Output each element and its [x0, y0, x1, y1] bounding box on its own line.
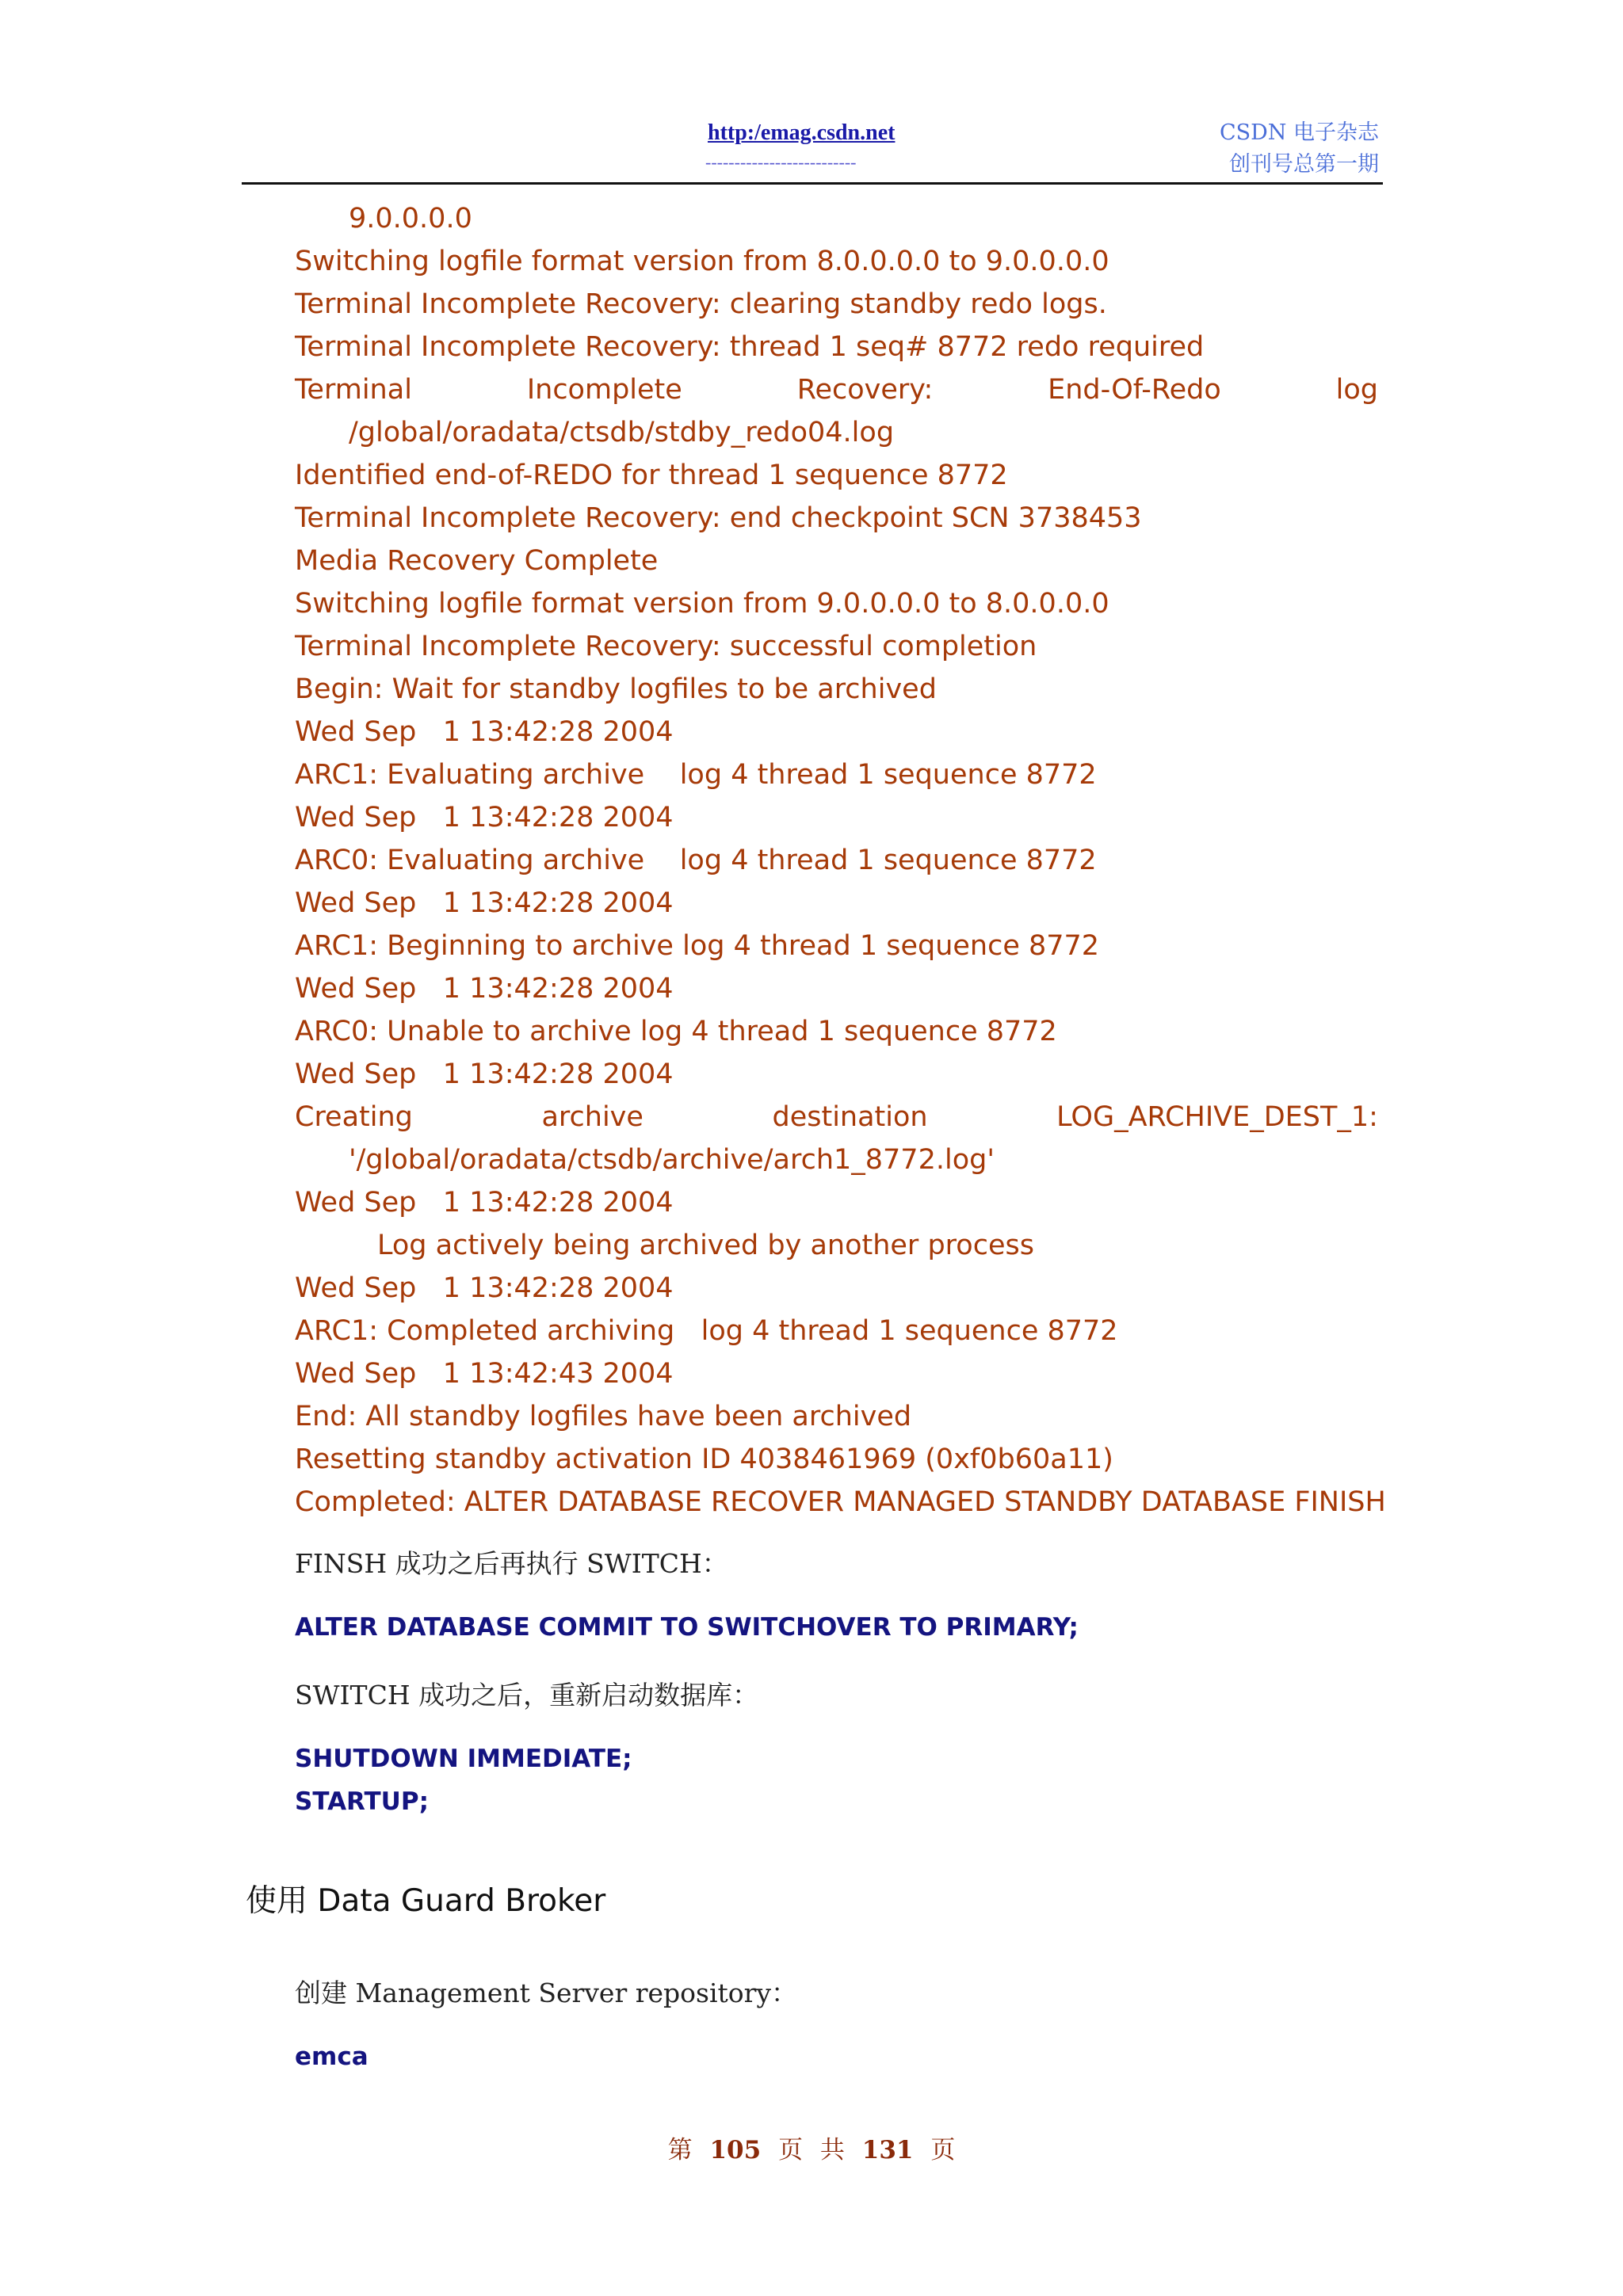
log-line: Terminal Incomplete Recovery: thread 1 seq# 8772 redo required: [295, 331, 1205, 363]
footer-suffix: 页: [930, 2136, 956, 2164]
header-link[interactable]: http:/emag.csdn.net: [708, 120, 896, 145]
startup-command: STARTUP;: [295, 1787, 429, 1816]
log-word: Incomplete: [526, 374, 682, 406]
log-word: End-Of-Redo: [1048, 374, 1221, 406]
log-line: Media Recovery Complete: [295, 545, 659, 577]
log-line: /global/oradata/ctsdb/stdby_redo04.log: [349, 417, 895, 448]
log-line: Terminal Incomplete Recovery: clearing standby redo logs.: [295, 288, 1107, 320]
log-line-justified: [295, 1101, 1378, 1133]
switch-note: SWITCH 成功之后，重新启动数据库：: [295, 1680, 759, 1711]
log-timestamp: Wed Sep 1 13:42:28 2004: [295, 887, 674, 919]
header-rule: [242, 182, 1383, 185]
log-line: Begin: Wait for standby logfiles to be archived: [295, 673, 937, 705]
log-word: destination: [772, 1101, 928, 1133]
log-timestamp: Wed Sep 1 13:42:28 2004: [295, 802, 674, 833]
log-line: Completed: ALTER DATABASE RECOVER MANAGED STANDBY DATABASE FINISH: [295, 1486, 1386, 1518]
repository-note: 创建 Management Server repository：: [295, 1978, 798, 2008]
log-timestamp: Wed Sep 1 13:42:28 2004: [295, 1272, 674, 1304]
log-timestamp: Wed Sep 1 13:42:28 2004: [295, 1058, 674, 1090]
log-line: ARC1: Evaluating archive log 4 thread 1 sequence 8772: [295, 759, 1097, 791]
log-word: Creating: [295, 1101, 413, 1133]
log-line: 9.0.0.0.0: [349, 203, 472, 235]
section-heading: 使用 Data Guard Broker: [246, 1883, 606, 1919]
log-word: archive: [541, 1101, 643, 1133]
log-line: Log actively being archived by another process: [377, 1230, 1034, 1261]
emca-command: emca: [295, 2042, 369, 2071]
log-timestamp: Wed Sep 1 13:42:28 2004: [295, 1187, 674, 1219]
log-word: Terminal: [295, 374, 412, 406]
finish-note: FINSH 成功之后再执行 SWITCH：: [295, 1548, 728, 1579]
log-line: Terminal Incomplete Recovery: successful completion: [295, 631, 1037, 662]
header-magazine-name: CSDN 电子杂志: [1219, 120, 1379, 145]
log-word: Recovery:: [796, 374, 934, 406]
log-line: '/global/oradata/ctsdb/archive/arch1_8772.log': [349, 1144, 995, 1176]
log-line: End: All standby logfiles have been archived: [295, 1401, 912, 1432]
header-issue: 创刊号总第一期: [1229, 152, 1379, 177]
header-dashes: --------------------------: [705, 152, 857, 172]
header-magazine-info: [1220, 117, 1379, 181]
log-timestamp: Wed Sep 1 13:42:28 2004: [295, 716, 674, 748]
footer-page-number: 105: [709, 2136, 762, 2164]
log-line: Switching logfile format version from 8.0.0.0.0 to 9.0.0.0.0: [295, 246, 1109, 277]
log-line: ARC0: Evaluating archive log 4 thread 1 sequence 8772: [295, 845, 1097, 876]
log-timestamp: Wed Sep 1 13:42:28 2004: [295, 973, 674, 1005]
page-footer: [0, 2130, 1623, 2165]
log-line: Switching logfile format version from 9.0.0.0.0 to 8.0.0.0.0: [295, 588, 1109, 620]
switchover-command: ALTER DATABASE COMMIT TO SWITCHOVER TO PRIMARY;: [295, 1613, 1079, 1642]
log-line: ARC1: Beginning to archive log 4 thread 1 sequence 8772: [295, 930, 1100, 962]
footer-total-pages: 131: [861, 2136, 914, 2164]
log-word: log: [1335, 374, 1378, 406]
log-line: ARC1: Completed archiving log 4 thread 1 sequence 8772: [295, 1315, 1118, 1347]
footer-prefix: 第: [667, 2136, 693, 2164]
log-timestamp: Wed Sep 1 13:42:43 2004: [295, 1358, 674, 1390]
shutdown-command: SHUTDOWN IMMEDIATE;: [295, 1745, 632, 1773]
log-word: LOG_ARCHIVE_DEST_1:: [1056, 1101, 1378, 1133]
log-line: Resetting standby activation ID 4038461969 (0xf0b60a11): [295, 1444, 1113, 1475]
log-line-justified: [295, 374, 1378, 406]
footer-page-word: 页: [778, 2136, 804, 2164]
log-line: ARC0: Unable to archive log 4 thread 1 sequence 8772: [295, 1016, 1057, 1047]
footer-total-word: 共: [819, 2136, 845, 2164]
log-line: Terminal Incomplete Recovery: end checkpoint SCN 3738453: [295, 502, 1142, 534]
log-line: Identified end-of-REDO for thread 1 sequence 8772: [295, 460, 1008, 491]
